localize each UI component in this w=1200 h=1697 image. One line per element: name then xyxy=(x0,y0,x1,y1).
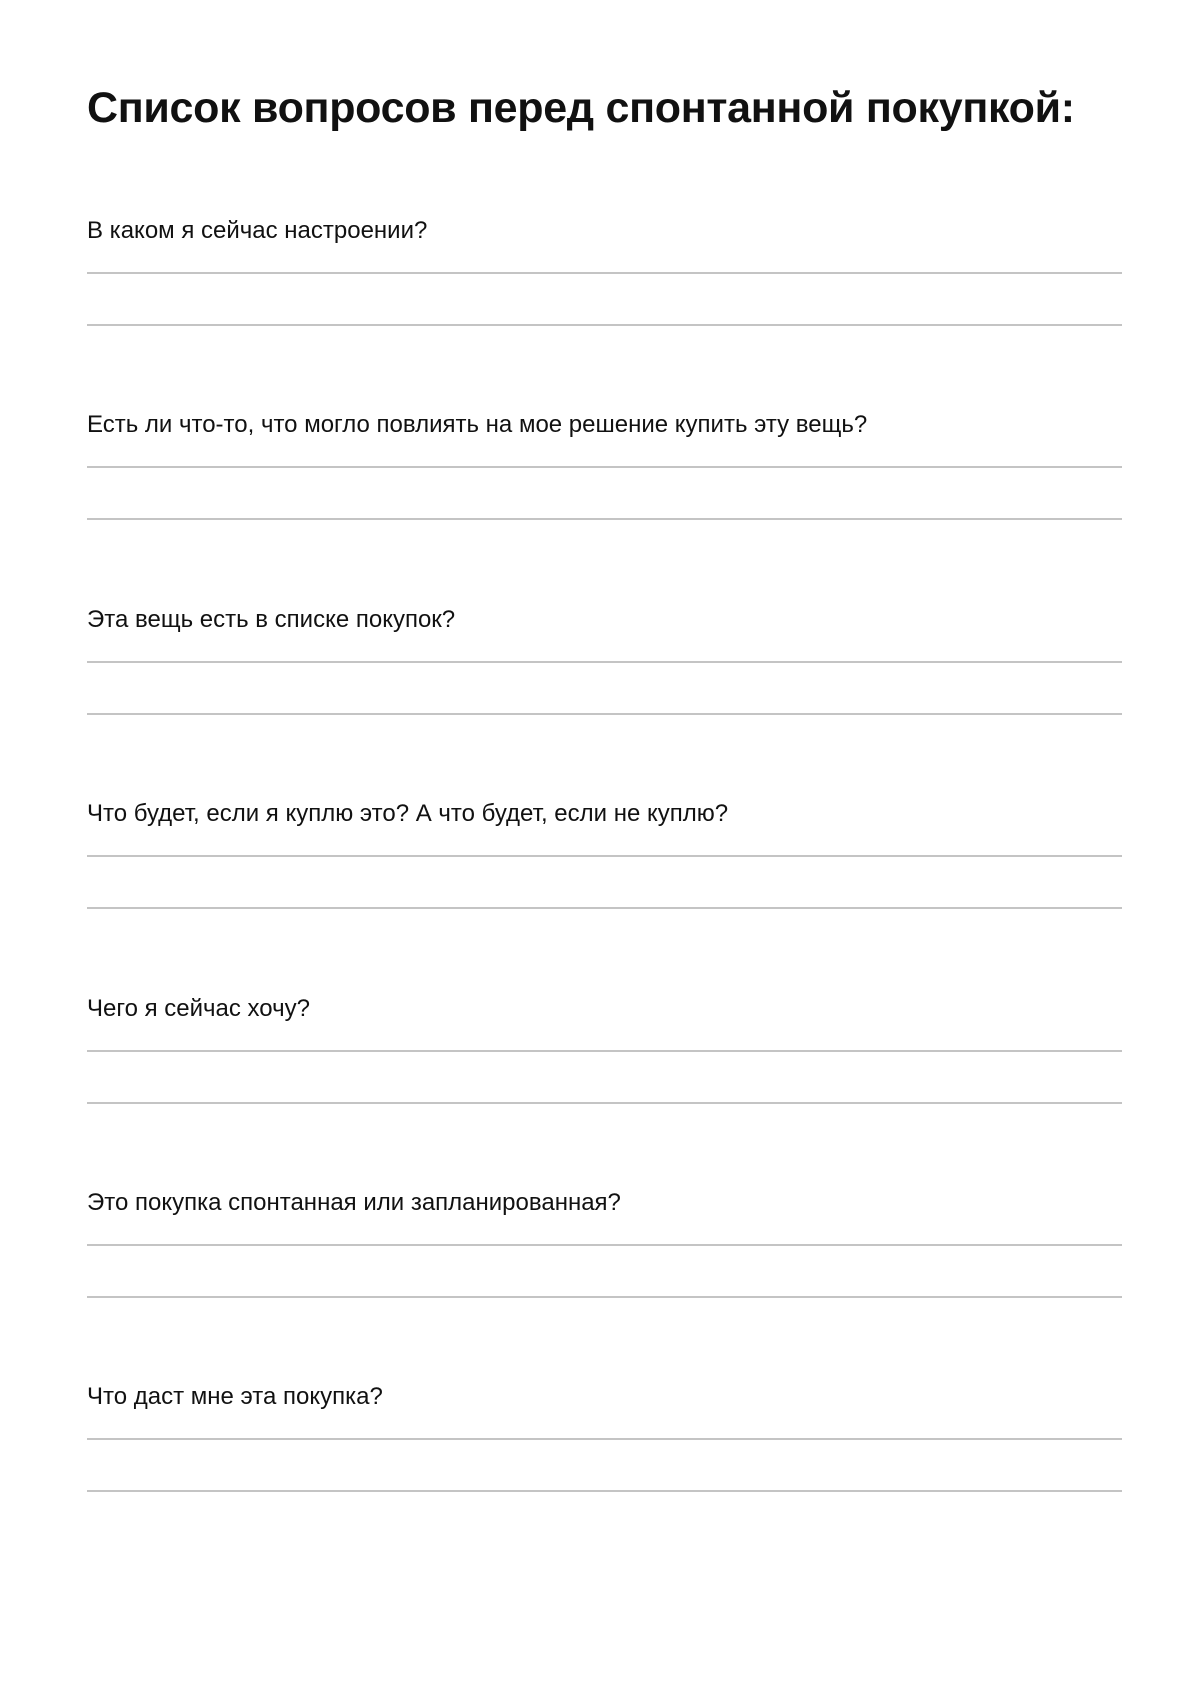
question-text: Это покупка спонтанная или запланированная? xyxy=(87,1189,621,1216)
answer-line[interactable] xyxy=(87,324,1122,326)
question-text: Эта вещь есть в списке покупок? xyxy=(87,606,456,633)
question-text: В каком я сейчас настроении? xyxy=(87,217,428,244)
question-text: Что будет, если я куплю это? А что будет, если не куплю? xyxy=(87,800,729,827)
answer-line[interactable] xyxy=(87,907,1122,909)
answer-line[interactable] xyxy=(87,518,1122,520)
answer-line[interactable] xyxy=(87,1490,1122,1492)
answer-line[interactable] xyxy=(87,661,1122,663)
question-text: Что даст мне эта покупка? xyxy=(87,1383,383,1410)
answer-line[interactable] xyxy=(87,713,1122,715)
answer-line[interactable] xyxy=(87,1438,1122,1440)
answer-line[interactable] xyxy=(87,855,1122,857)
answer-line[interactable] xyxy=(87,272,1122,274)
question-text: Есть ли что-то, что могло повлиять на мое решение купить эту вещь? xyxy=(87,411,868,438)
answer-line[interactable] xyxy=(87,1296,1122,1298)
question-text: Чего я сейчас хочу? xyxy=(87,995,310,1022)
answer-line[interactable] xyxy=(87,1050,1122,1052)
page-title: Список вопросов перед спонтанной покупкой: xyxy=(87,84,1075,132)
answer-line[interactable] xyxy=(87,466,1122,468)
answer-line[interactable] xyxy=(87,1244,1122,1246)
answer-line[interactable] xyxy=(87,1102,1122,1104)
